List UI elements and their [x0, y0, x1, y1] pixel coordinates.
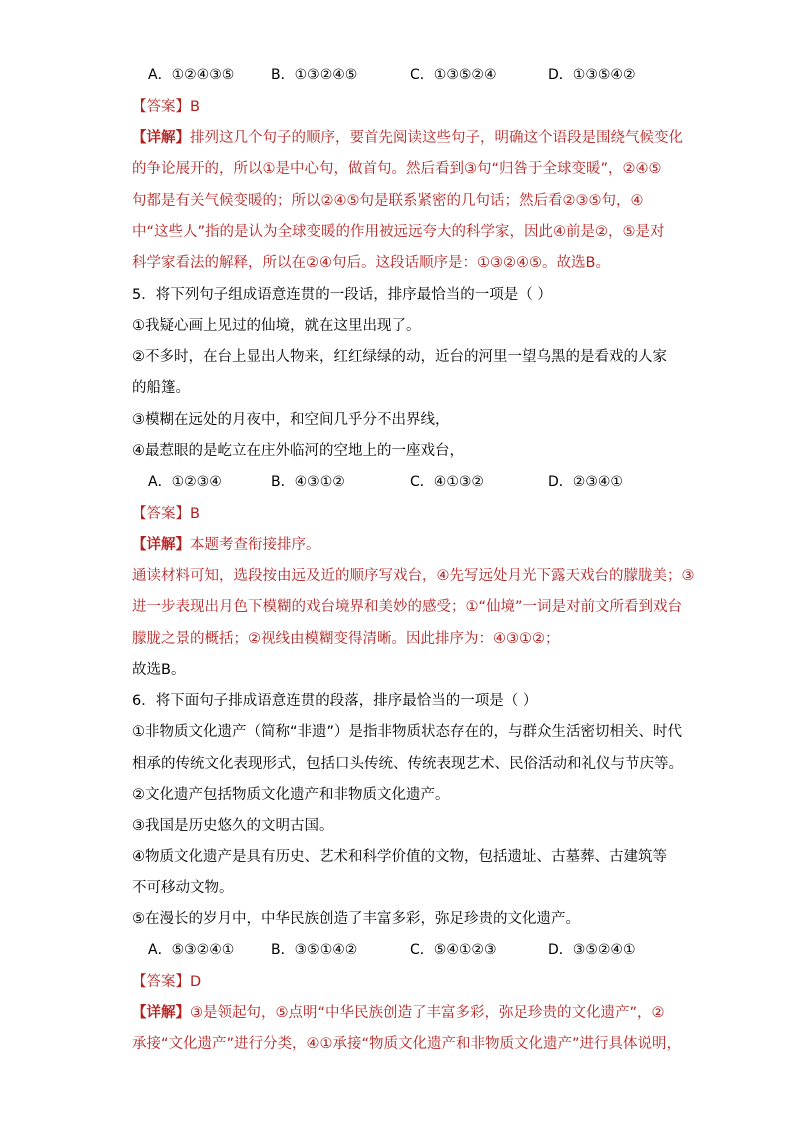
q5-sentence-4: ④最惹眼的是屹立在庄外临河的空地上的一座戏台，: [132, 443, 464, 459]
q5-detail-line-3: 朦胧之景的概括；②视线由模糊变得清晰。因此排序为：④③①②；: [132, 631, 560, 647]
q6-detail-label: 【详解】: [132, 1005, 190, 1021]
q6-sentence-3: ③我国是历史悠久的文明古国。: [132, 818, 334, 834]
q5-detail-label: 【详解】: [132, 537, 190, 553]
q6-option-a: A．⑤③②④①: [148, 942, 235, 958]
q5-sentence-2-cont: 的船篷。: [132, 380, 190, 396]
q6-sentence-1: ①非物质文化遗产（简称“非遗”）是指非物质状态存在的，与群众生活密切相关、时代: [132, 724, 683, 740]
q4-option-b: B．①③②④⑤: [271, 67, 358, 83]
q5-detail-line-2: 进一步表现出月色下模糊的戏台境界和美妙的感受；①“仙境”一词是对前文所看到戏台: [132, 599, 683, 615]
q6-sentence-2: ②文化遗产包括物质文化遗产和非物质文化遗产。: [132, 787, 450, 803]
q4-answer: 【答案】B: [132, 99, 200, 115]
q4-detail-line-2: 的争论展开的，所以①是中心句，做首句。然后看到③句“归咎于全球变暖”，②④⑤: [132, 161, 662, 177]
q6-option-c: C．⑤④①②③: [410, 942, 497, 958]
q4-detail-line-1: [132, 128, 683, 148]
q4-option-d: D．①③⑤④②: [548, 67, 636, 83]
q6-sentence-4: ④物质文化遗产是具有历史、艺术和科学价值的文物，包括遗址、古墓葬、古建筑等: [132, 849, 667, 865]
q4-detail-line-5: 科学家看法的解释，所以在②④句后。这段话顺序是：①③②④⑤。故选B。: [132, 255, 610, 271]
q4-detail-line-3: 句都是有关气候变暖的；所以②④⑤句是联系紧密的几句话；然后看②③⑤句，④: [132, 193, 644, 209]
q5-option-b: B．④③①②: [271, 474, 345, 490]
q6-sentence-5: ⑤在漫长的岁月中，中华民族创造了丰富多彩，弥足珍贵的文化遗产。: [132, 911, 580, 927]
q6-answer: 【答案】D: [132, 974, 202, 990]
q4-option-c: C．①③⑤②④: [410, 67, 497, 83]
q6-stem: 6．将下面句子排成语意连贯的段落，排序最恰当的一项是（ ）: [132, 693, 538, 709]
q5-answer: 【答案】B: [132, 506, 200, 522]
q6-sentence-1-cont: 相承的传统文化表现形式，包括口头传统、传统表现艺术、民俗活动和礼仪与节庆等。: [132, 756, 683, 772]
q5-option-d: D．②③④①: [548, 474, 623, 490]
q5-detail-first: [132, 535, 321, 555]
q6-sentence-4-cont: 不可移动文物。: [132, 880, 234, 896]
q6-option-d: D．③⑤②④①: [548, 942, 636, 958]
q5-sentence-2: ②不多时，在台上显出人物来，红红绿绿的动，近台的河里一望乌黑的是看戏的人家: [132, 349, 667, 365]
q6-detail-text-1: ③是领起句，⑤点明“中华民族创造了丰富多彩，弥足珍贵的文化遗产”，②: [190, 1005, 665, 1021]
q5-stem: 5．将下列句子组成语意连贯的一段话，排序最恰当的一项是（ ）: [132, 287, 552, 303]
q5-conclusion: 故选B。: [132, 662, 186, 678]
q5-sentence-1: ①我疑心画上见过的仙境，就在这里出现了。: [132, 318, 421, 334]
q5-option-a: A．①②③④: [148, 474, 222, 490]
q4-detail-label: 【详解】: [132, 130, 190, 146]
q4-option-a: A．①②④③⑤: [148, 67, 235, 83]
q5-detail-first-text: 本题考查衔接排序。: [190, 537, 321, 553]
q6-detail-line-2: 承接“文化遗产”进行分类，④①承接“物质文化遗产和非物质文化遗产”进行具体说明，: [132, 1036, 682, 1052]
q4-detail-line-4: 中“这些人”指的是认为全球变暖的作用被远远夸大的科学家，因此④前是②，⑤是对: [132, 224, 665, 240]
q5-detail-line-1: 通读材料可知，选段按由远及近的顺序写戏台，④先写远处月光下露天戏台的朦胧美；③: [132, 568, 695, 584]
q6-option-b: B．③⑤①④②: [271, 942, 358, 958]
q6-detail-line-1: [132, 1003, 665, 1023]
q4-detail-text-1: 排列这几个句子的顺序，要首先阅读这些句子，明确这个语段是围绕气候变化: [190, 130, 683, 146]
q5-sentence-3: ③模糊在远处的月夜中，和空间几乎分不出界线，: [132, 412, 450, 428]
q5-option-c: C．④①③②: [410, 474, 484, 490]
